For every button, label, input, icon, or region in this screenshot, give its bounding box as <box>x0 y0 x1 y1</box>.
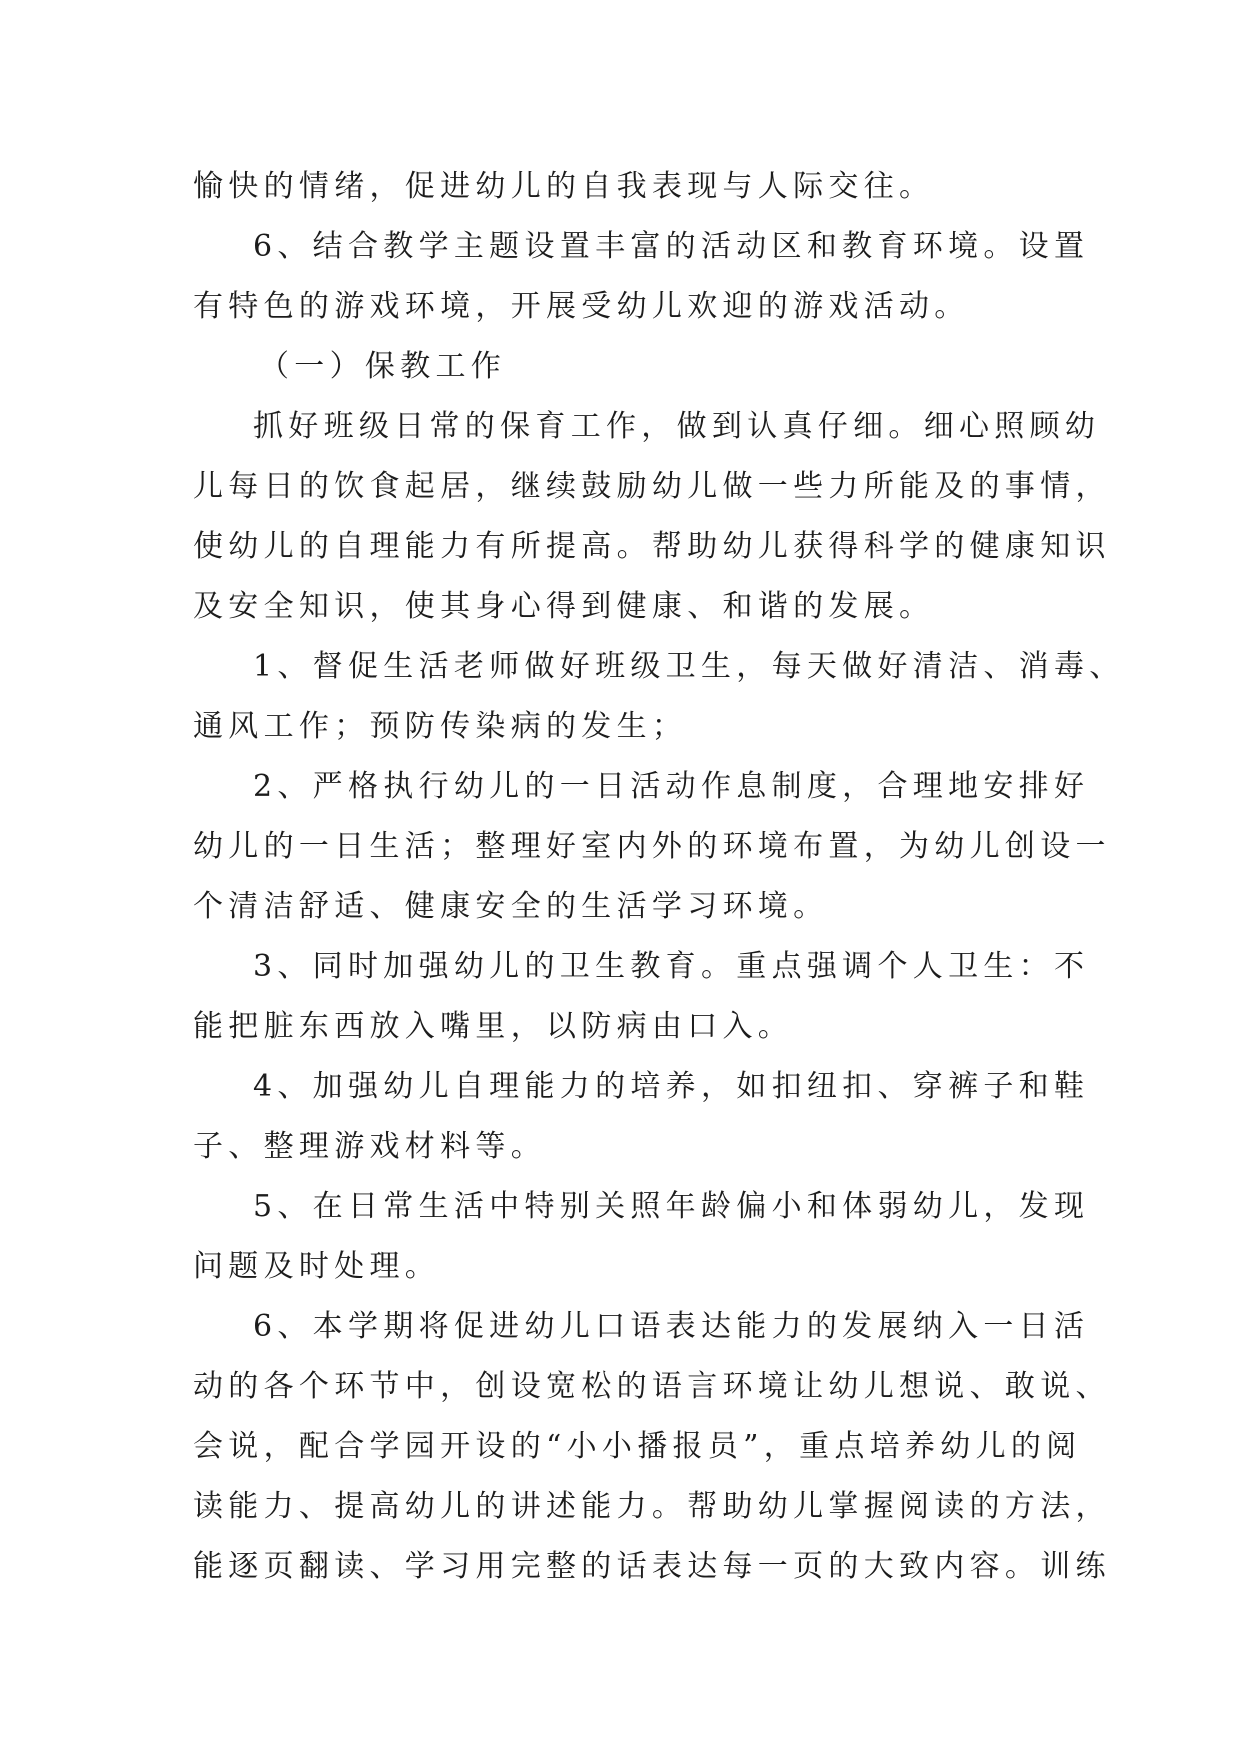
body-line: 读能力、提高幼儿的讲述能力。帮助幼儿掌握阅读的方法， <box>193 1489 1111 1524</box>
body-line: 儿每日的饮食起居，继续鼓励幼儿做一些力所能及的事情， <box>193 469 1111 504</box>
body-line: 愉快的情绪，促进幼儿的自我表现与人际交往。 <box>193 169 935 204</box>
paragraph-first-line: 2、严格执行幼儿的一日活动作息制度，合理地安排好 <box>253 769 1090 804</box>
body-line: 个清洁舒适、健康安全的生活学习环境。 <box>193 889 829 924</box>
section-heading: （一）保教工作 <box>259 349 507 384</box>
body-line: 通风工作；预防传染病的发生； <box>193 709 688 744</box>
paragraph-first-line: 6、本学期将促进幼儿口语表达能力的发展纳入一日活 <box>253 1309 1090 1344</box>
body-line: 有特色的游戏环境，开展受幼儿欢迎的游戏活动。 <box>193 289 970 324</box>
body-line: 动的各个环节中，创设宽松的语言环境让幼儿想说、敢说、 <box>193 1369 1111 1404</box>
paragraph-first-line: 4、加强幼儿自理能力的培养，如扣纽扣、穿裤子和鞋 <box>253 1069 1090 1104</box>
body-line: 会说，配合学园开设的“小小播报员”，重点培养幼儿的阅 <box>193 1429 1082 1464</box>
body-line: 子、整理游戏材料等。 <box>193 1129 546 1164</box>
body-line: 能把脏东西放入嘴里，以防病由口入。 <box>193 1009 794 1044</box>
body-line: 能逐页翻读、学习用完整的话表达每一页的大致内容。训练 <box>193 1549 1111 1584</box>
body-line: 幼儿的一日生活；整理好室内外的环境布置，为幼儿创设一 <box>193 829 1111 864</box>
body-line: 使幼儿的自理能力有所提高。帮助幼儿获得科学的健康知识 <box>193 529 1111 564</box>
paragraph-first-line: 6、结合教学主题设置丰富的活动区和教育环境。设置 <box>253 229 1090 264</box>
paragraph-first-line: 抓好班级日常的保育工作，做到认真仔细。细心照顾幼 <box>253 409 1101 444</box>
paragraph-first-line: 1、督促生活老师做好班级卫生，每天做好清洁、消毒、 <box>253 649 1125 684</box>
body-line: 问题及时处理。 <box>193 1249 441 1284</box>
document-body <box>193 157 1125 1597</box>
body-line: 及安全知识，使其身心得到健康、和谐的发展。 <box>193 589 935 624</box>
paragraph-first-line: 3、同时加强幼儿的卫生教育。重点强调个人卫生：不 <box>253 949 1090 984</box>
paragraph-first-line: 5、在日常生活中特别关照年龄偏小和体弱幼儿，发现 <box>253 1189 1090 1224</box>
